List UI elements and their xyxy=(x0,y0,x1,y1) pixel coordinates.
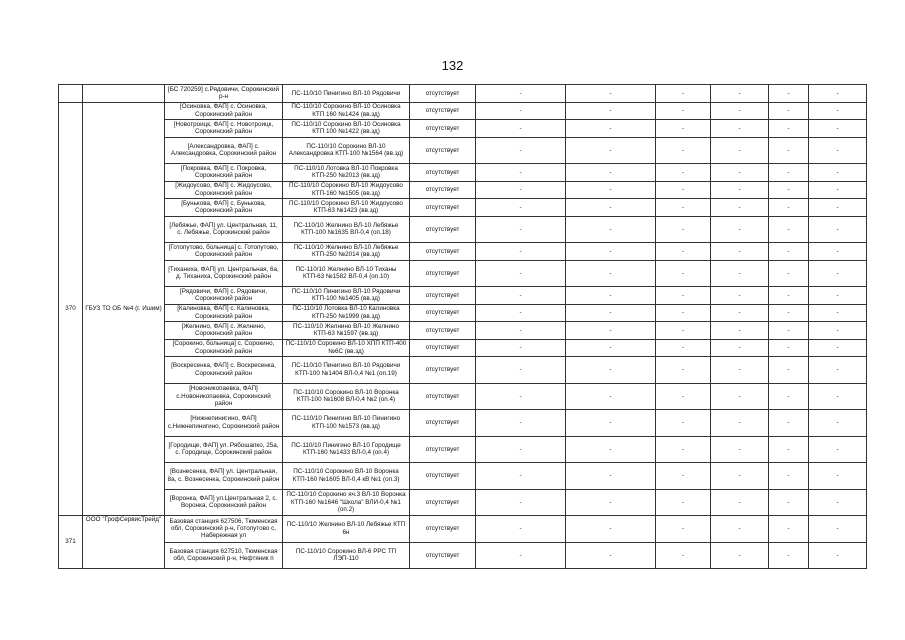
table-row xyxy=(59,199,867,217)
status-cell: отсутствует xyxy=(410,383,476,410)
status-cell: отсутствует xyxy=(410,243,476,261)
status-cell: отсутствует xyxy=(410,102,476,120)
dash-cell: - xyxy=(711,383,769,410)
supply-line-cell: ПС-110/10 Пинигино ВЛ-10 Рядовичи xyxy=(283,85,410,103)
status-cell: отсутствует xyxy=(410,260,476,287)
dash-cell: - xyxy=(566,216,656,243)
dash-cell: - xyxy=(769,181,809,199)
status-cell: отсутствует xyxy=(410,516,476,543)
table-row xyxy=(59,304,867,322)
supply-line-cell: ПС-110/10 Сорокино ВЛ-10 Воронка КТП-100 №1608 ВЛ-0,4 №2 (оп.4) xyxy=(283,383,410,410)
data-table xyxy=(58,84,867,569)
dash-cell: - xyxy=(769,199,809,217)
supply-line-cell: ПС-110/10 Пинигино ВЛ-10 Рядовичи КТП-100 №1404 ВЛ-0,4 №1 (оп.19) xyxy=(283,357,410,384)
dash-cell: - xyxy=(809,260,867,287)
dash-cell: - xyxy=(566,304,656,322)
dash-cell: - xyxy=(711,243,769,261)
dash-cell: - xyxy=(656,120,711,138)
status-cell: отсутствует xyxy=(410,463,476,490)
dash-cell: - xyxy=(809,164,867,182)
dash-cell: - xyxy=(711,339,769,357)
status-cell: отсутствует xyxy=(410,181,476,199)
object-cell: [Сорокино, больница] с. Сорокино, Сорокинский район xyxy=(165,339,283,357)
status-cell: отсутствует xyxy=(410,322,476,340)
table-row xyxy=(59,357,867,384)
page-number: 132 xyxy=(441,58,464,73)
dash-cell: - xyxy=(566,199,656,217)
dash-cell: - xyxy=(769,542,809,569)
object-cell: [Тиханиха, ФАП] ул. Центральная, 6а, д. Тиханиха, Сорокинский район xyxy=(165,260,283,287)
dash-cell: - xyxy=(566,357,656,384)
dash-cell: - xyxy=(656,85,711,103)
supply-line-cell: ПС-110/10 Пинигино ВЛ-10 Пинигино КТП-100 №1573 (вв.зд) xyxy=(283,410,410,437)
dash-cell: - xyxy=(711,181,769,199)
row-number-cell xyxy=(59,85,83,103)
dash-cell: - xyxy=(476,216,566,243)
object-cell: [Нижнепинигино, ФАП] с.Нижнепинигино, Сорокинский район xyxy=(165,410,283,437)
table-row xyxy=(59,181,867,199)
dash-cell: - xyxy=(711,216,769,243)
object-cell: [Городище, ФАП] ул. Рябошапко, 25а, с. Городище, Сорокинский район xyxy=(165,436,283,463)
table-row xyxy=(59,243,867,261)
supply-line-cell: ПС-110/10 Желнино ВЛ-10 Лебяжье КТП 6н xyxy=(283,516,410,543)
status-cell: отсутствует xyxy=(410,137,476,164)
table-row xyxy=(59,120,867,138)
dash-cell: - xyxy=(809,102,867,120)
dash-cell: - xyxy=(711,304,769,322)
dash-cell: - xyxy=(566,322,656,340)
object-cell: [Калиновка, ФАП] с. Калиновка, Сорокинский район xyxy=(165,304,283,322)
status-cell: отсутствует xyxy=(410,436,476,463)
dash-cell: - xyxy=(566,85,656,103)
dash-cell: - xyxy=(566,120,656,138)
object-cell: [БС 720259] с.Рядовичи, Сорокинский р-н xyxy=(165,85,283,103)
dash-cell: - xyxy=(476,287,566,305)
dash-cell: - xyxy=(566,463,656,490)
table-row xyxy=(59,489,867,516)
supply-line-cell: ПС-110/10 Желнино ВЛ-10 Желнино КТП-63 №1597 (вв.зд) xyxy=(283,322,410,340)
dash-cell: - xyxy=(566,287,656,305)
supply-line-cell: ПС-110/10 Сорокино ВЛ-10 Осиновка КТП 100 №1422 (вв.зд) xyxy=(283,120,410,138)
dash-cell: - xyxy=(809,463,867,490)
dash-cell: - xyxy=(476,410,566,437)
dash-cell: - xyxy=(809,357,867,384)
status-cell: отсутствует xyxy=(410,542,476,569)
dash-cell: - xyxy=(656,199,711,217)
supply-line-cell: ПС-110/10 Сорокино ВЛ-10 ХПП КТП-400 №6С (вв.зд) xyxy=(283,339,410,357)
dash-cell: - xyxy=(656,181,711,199)
object-cell: [Новоникопаевка, ФАП] с.Новоникопаевка, Сорокинский район xyxy=(165,383,283,410)
dash-cell: - xyxy=(476,357,566,384)
object-cell: [Покровка, ФАП] с. Покровка, Сорокинский район xyxy=(165,164,283,182)
table-row xyxy=(59,260,867,287)
dash-cell: - xyxy=(809,322,867,340)
dash-cell: - xyxy=(476,463,566,490)
dash-cell: - xyxy=(809,542,867,569)
dash-cell: - xyxy=(566,489,656,516)
dash-cell: - xyxy=(711,164,769,182)
dash-cell: - xyxy=(711,410,769,437)
dash-cell: - xyxy=(476,489,566,516)
supply-line-cell: ПС-110/10 Желнино ВЛ-10 Лебяжье КТП-250 №2014 (вв.зд) xyxy=(283,243,410,261)
dash-cell: - xyxy=(711,137,769,164)
dash-cell: - xyxy=(809,516,867,543)
supply-line-cell: ПС-110/10 Сорокино ВЛ-6 РРС ТП ЛЭП-110 xyxy=(283,542,410,569)
object-cell: Базовая станция 627510, Тюменская обл, Сорокинский р-н, Нефтяник п xyxy=(165,542,283,569)
dash-cell: - xyxy=(769,322,809,340)
dash-cell: - xyxy=(711,436,769,463)
dash-cell: - xyxy=(476,322,566,340)
dash-cell: - xyxy=(476,137,566,164)
dash-cell: - xyxy=(566,137,656,164)
status-cell: отсутствует xyxy=(410,85,476,103)
table-row xyxy=(59,410,867,437)
dash-cell: - xyxy=(809,489,867,516)
table-row xyxy=(59,287,867,305)
status-cell: отсутствует xyxy=(410,304,476,322)
status-cell: отсутствует xyxy=(410,120,476,138)
dash-cell: - xyxy=(711,287,769,305)
supply-line-cell: ПС-110/10 Желнино ВЛ-10 Лебяжье КТП-100 №1635 ВЛ-0,4 (оп.18) xyxy=(283,216,410,243)
dash-cell: - xyxy=(809,304,867,322)
dash-cell: - xyxy=(476,199,566,217)
status-cell: отсутствует xyxy=(410,287,476,305)
object-cell: [Рядовичи, ФАП] с. Рядовичи, Сорокинский район xyxy=(165,287,283,305)
dash-cell: - xyxy=(656,322,711,340)
object-cell: [Готопутово, больница] с. Готопутово, Сорокинский район xyxy=(165,243,283,261)
dash-cell: - xyxy=(566,410,656,437)
dash-cell: - xyxy=(769,102,809,120)
dash-cell: - xyxy=(809,137,867,164)
dash-cell: - xyxy=(809,216,867,243)
object-cell: [Вознесенка, ФАП] ул. Центральная, 8а, с. Вознесенка, Сорокинский район xyxy=(165,463,283,490)
row-number-cell: 371 xyxy=(59,516,83,569)
dash-cell: - xyxy=(769,304,809,322)
dash-cell: - xyxy=(656,383,711,410)
dash-cell: - xyxy=(656,102,711,120)
supply-line-cell: ПС-110/10 Пинигино ВЛ-10 Рядовичи КТП-100 №1405 (вв.зд) xyxy=(283,287,410,305)
dash-cell: - xyxy=(769,216,809,243)
dash-cell: - xyxy=(769,489,809,516)
object-cell: [Александровка, ФАП] с. Александровка, Сорокинский район xyxy=(165,137,283,164)
dash-cell: - xyxy=(476,181,566,199)
dash-cell: - xyxy=(809,181,867,199)
dash-cell: - xyxy=(769,463,809,490)
dash-cell: - xyxy=(769,243,809,261)
status-cell: отсутствует xyxy=(410,199,476,217)
dash-cell: - xyxy=(769,383,809,410)
dash-cell: - xyxy=(656,542,711,569)
dash-cell: - xyxy=(769,516,809,543)
dash-cell: - xyxy=(711,463,769,490)
dash-cell: - xyxy=(809,120,867,138)
dash-cell: - xyxy=(656,463,711,490)
status-cell: отсутствует xyxy=(410,164,476,182)
supply-line-cell: ПС-110/10 Пинигино ВЛ-10 Городище КТП-160 №1433 ВЛ-0,4 (оп.4) xyxy=(283,436,410,463)
supply-line-cell: ПС-110/10 Сорокино ВЛ-10 Жидоусово КТП-160 №1505 (вв.зд) xyxy=(283,181,410,199)
dash-cell: - xyxy=(711,516,769,543)
dash-cell: - xyxy=(656,137,711,164)
table-row xyxy=(59,542,867,569)
table-row xyxy=(59,383,867,410)
table-row xyxy=(59,216,867,243)
dash-cell: - xyxy=(566,102,656,120)
dash-cell: - xyxy=(711,85,769,103)
table-row xyxy=(59,339,867,357)
dash-cell: - xyxy=(809,243,867,261)
object-cell: [Желнино, ФАП] с. Желнино, Сорокинский район xyxy=(165,322,283,340)
dash-cell: - xyxy=(476,164,566,182)
dash-cell: - xyxy=(476,304,566,322)
dash-cell: - xyxy=(566,542,656,569)
dash-cell: - xyxy=(566,260,656,287)
object-cell: Базовая станция 627506, Тюменская обл, Сорокинский р-н, Готопутово с, Набережная ул xyxy=(165,516,283,543)
dash-cell: - xyxy=(566,383,656,410)
object-cell: [Новотроицк, ФАП] с. Новотроицк, Сорокинский район xyxy=(165,120,283,138)
dash-cell: - xyxy=(711,322,769,340)
dash-cell: - xyxy=(476,85,566,103)
dash-cell: - xyxy=(711,260,769,287)
status-cell: отсутствует xyxy=(410,357,476,384)
dash-cell: - xyxy=(656,304,711,322)
dash-cell: - xyxy=(656,164,711,182)
table-row xyxy=(59,516,867,543)
dash-cell: - xyxy=(476,383,566,410)
dash-cell: - xyxy=(711,542,769,569)
dash-cell: - xyxy=(711,102,769,120)
dash-cell: - xyxy=(769,260,809,287)
dash-cell: - xyxy=(566,436,656,463)
supply-line-cell: ПС-110/10 Сорокино яч.3 ВЛ-10 Воронка КТП-160 №1646 "Школа" ВЛИ-0,4 №1 (оп.2) xyxy=(283,489,410,516)
table-row xyxy=(59,322,867,340)
dash-cell: - xyxy=(769,339,809,357)
table-row xyxy=(59,164,867,182)
object-cell: [Бунькова, ФАП] с. Бунькова, Сорокинский район xyxy=(165,199,283,217)
supply-line-cell: ПС-110/10 Сорокино ВЛ-10 Александровка КТП-100 №1564 (вв.зд) xyxy=(283,137,410,164)
dash-cell: - xyxy=(769,410,809,437)
status-cell: отсутствует xyxy=(410,489,476,516)
dash-cell: - xyxy=(711,120,769,138)
status-cell: отсутствует xyxy=(410,216,476,243)
table-row xyxy=(59,85,867,103)
row-number-cell: 370 xyxy=(59,102,83,516)
dash-cell: - xyxy=(769,120,809,138)
dash-cell: - xyxy=(656,216,711,243)
dash-cell: - xyxy=(711,199,769,217)
dash-cell: - xyxy=(769,436,809,463)
table-body xyxy=(59,85,867,569)
dash-cell: - xyxy=(566,181,656,199)
table-row xyxy=(59,436,867,463)
dash-cell: - xyxy=(476,260,566,287)
dash-cell: - xyxy=(656,489,711,516)
dash-cell: - xyxy=(656,516,711,543)
supply-line-cell: ПС-110/10 Лотовка ВЛ-10 Калиновка КТП-250 №1999 (вв.зд) xyxy=(283,304,410,322)
organization-cell: ГБУЗ ТО ОБ №4 (г. Ишим) xyxy=(83,102,165,516)
dash-cell: - xyxy=(476,542,566,569)
dash-cell: - xyxy=(476,102,566,120)
dash-cell: - xyxy=(809,436,867,463)
supply-line-cell: ПС-110/10 Сорокино ВЛ-10 Осиновка КТП 160 №1424 (вв.зд) xyxy=(283,102,410,120)
dash-cell: - xyxy=(566,164,656,182)
dash-cell: - xyxy=(809,383,867,410)
status-cell: отсутствует xyxy=(410,410,476,437)
table-row xyxy=(59,137,867,164)
status-cell: отсутствует xyxy=(410,339,476,357)
dash-cell: - xyxy=(476,436,566,463)
dash-cell: - xyxy=(656,339,711,357)
dash-cell: - xyxy=(769,85,809,103)
dash-cell: - xyxy=(656,436,711,463)
organization-cell: ООО "ГрофСервисТрейд" xyxy=(83,516,165,569)
dash-cell: - xyxy=(476,243,566,261)
dash-cell: - xyxy=(476,339,566,357)
object-cell: [Воскресенка, ФАП] с. Воскресенка, Сорокинский район xyxy=(165,357,283,384)
object-cell: [Осиновка, ФАП] с. Осиновка, Сорокинский район xyxy=(165,102,283,120)
object-cell: [Лебяжье, ФАП] ул. Центральная, 11, с. Лебяжье, Сорокинский район xyxy=(165,216,283,243)
dash-cell: - xyxy=(809,410,867,437)
dash-cell: - xyxy=(711,357,769,384)
dash-cell: - xyxy=(769,357,809,384)
dash-cell: - xyxy=(809,85,867,103)
dash-cell: - xyxy=(566,243,656,261)
dash-cell: - xyxy=(476,120,566,138)
dash-cell: - xyxy=(476,516,566,543)
organization-cell xyxy=(83,85,165,103)
dash-cell: - xyxy=(809,199,867,217)
dash-cell: - xyxy=(656,410,711,437)
supply-line-cell: ПС-110/10 Желнино ВЛ-10 Тиханы КТП-63 №1582 ВЛ-0,4 (оп.10) xyxy=(283,260,410,287)
dash-cell: - xyxy=(656,243,711,261)
dash-cell: - xyxy=(566,516,656,543)
supply-line-cell: ПС-110/10 Сорокино ВЛ-10 Жидоусово КТП-63 №1423 (вв.зд) xyxy=(283,199,410,217)
dash-cell: - xyxy=(769,287,809,305)
table-row xyxy=(59,463,867,490)
dash-cell: - xyxy=(566,339,656,357)
dash-cell: - xyxy=(769,137,809,164)
dash-cell: - xyxy=(809,339,867,357)
dash-cell: - xyxy=(809,287,867,305)
dash-cell: - xyxy=(656,260,711,287)
supply-line-cell: ПС-110/10 Сорокино ВЛ-10 Воронка КТП-160 №1605 ВЛ-0,4 кВ №1 (оп.3) xyxy=(283,463,410,490)
object-cell: [Жидоусово, ФАП] с. Жидоусово, Сорокинский район xyxy=(165,181,283,199)
dash-cell: - xyxy=(656,357,711,384)
supply-line-cell: ПС-110/10 Лотовка ВЛ-10 Покровка КТП-250 №2013 (вв.зд) xyxy=(283,164,410,182)
object-cell: [Воронка, ФАП] ул.Центральная 2, с. Воронка, Сорокинский район xyxy=(165,489,283,516)
dash-cell: - xyxy=(656,287,711,305)
dash-cell: - xyxy=(769,164,809,182)
dash-cell: - xyxy=(711,489,769,516)
table-row xyxy=(59,102,867,120)
